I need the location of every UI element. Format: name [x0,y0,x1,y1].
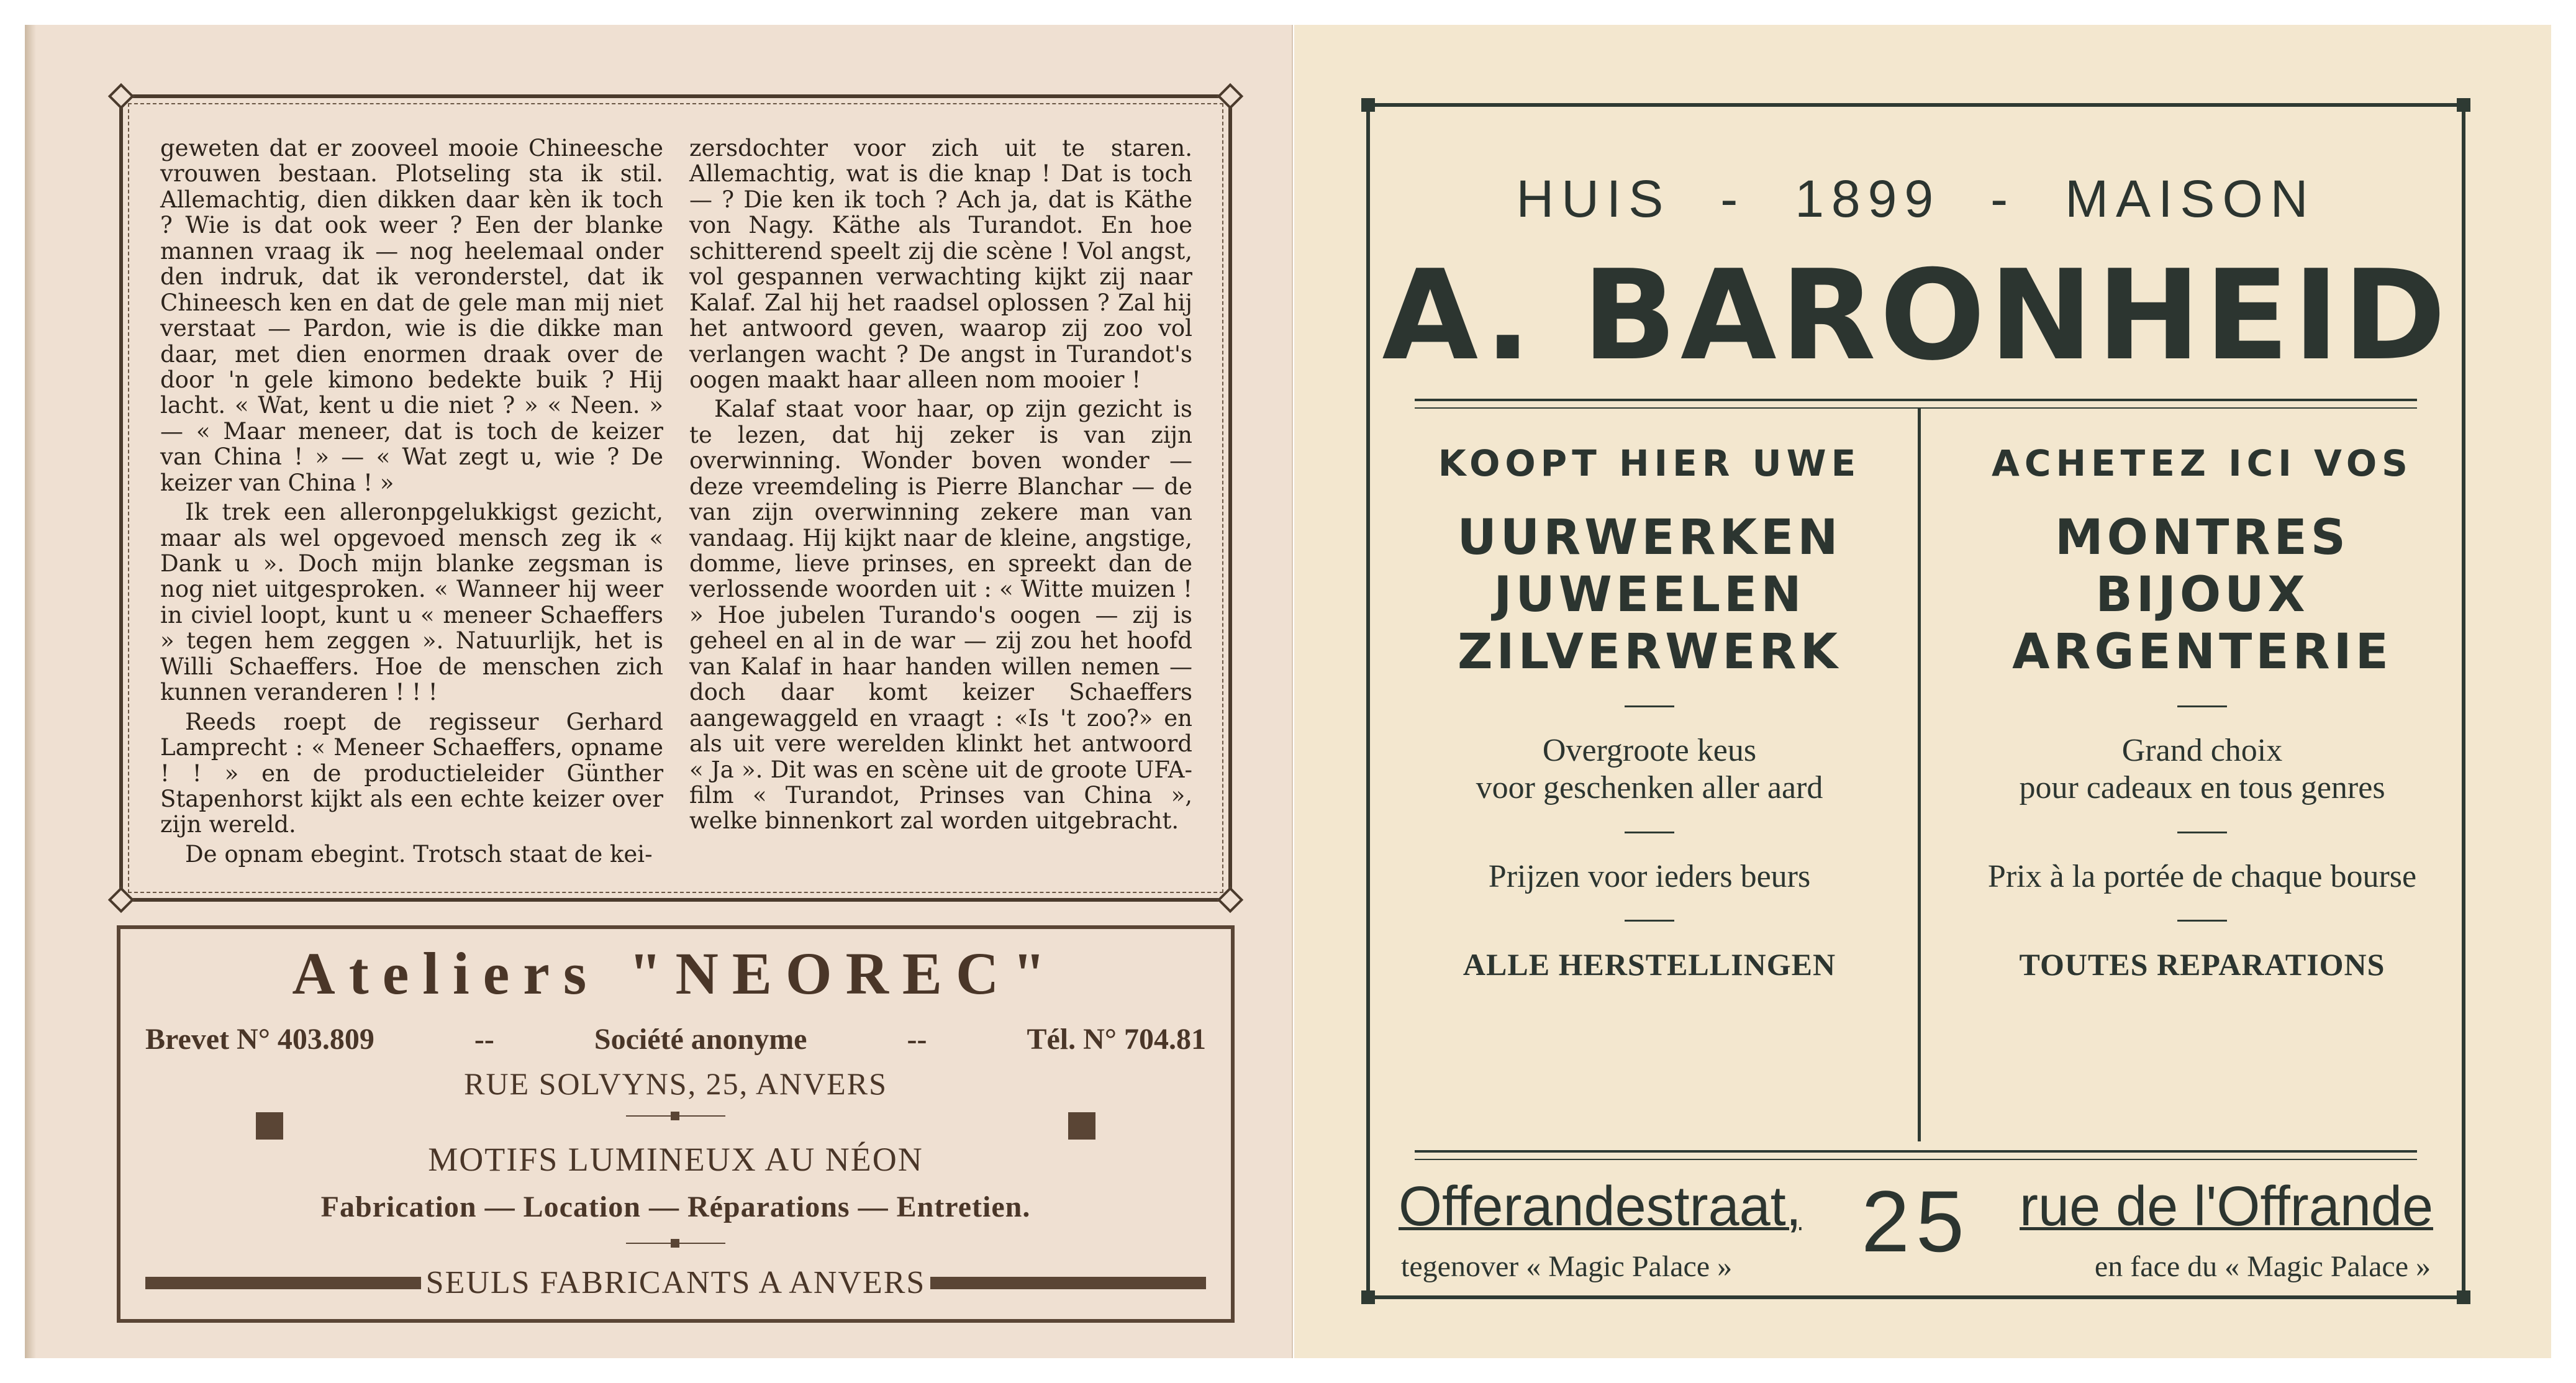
goods-item: BIJOUX [2095,567,2309,623]
short-rule [2177,705,2227,707]
choix-line-2: pour cadeaux en tous genres [2019,769,2385,805]
paragraph: De opnam ebegint. Trotsch staat de kei- [185,840,653,868]
goods-item: ARGENTERIE [2012,624,2392,681]
goods-item: JUWEELEN [1494,567,1805,623]
dutch-column [1401,442,1898,982]
separator: - [1720,170,1746,228]
paragraph: Ik trek een alleronpgelukkigst gezicht, maar als wel opgevoed mensch zeg ik « Dank u ». Doch mijn blanke zegsman is nog niet uitgesproken. « Wanneer hij weer in civiel loopt, kunt u « meneer Schaeffers » tegen hem zeggen ». Natuurlijk, het is Willi Schaeffers. Hoe de menschen zich kunnen veranderen ! ! ! [160,499,663,706]
ornament-corner [1217,83,1243,109]
short-rule [2177,920,2227,922]
paragraph: zersdochter voor zich uit te staren. Allemachtig, wat is die knap ! Dat is toch — ? Die ken ik toch ? Ach ja, dat is Käthe von Nagy. Käthe als Turandot. En hoe schitterend speelt zij die scène ! Vol angst, vol gespannen verwachting kijkt zij naar Kalaf. Zal hij het raadsel oplossen ? Zal hij het antwoord geven, waarop zij zoo vol verlangen wacht ? De angst in Turandot's oogen maakt haar alleen nom mooier ! [689,135,1192,393]
french-column [1954,442,2451,982]
neorec-address: RUE SOLVYNS, 25, ANVERS [464,1066,887,1101]
booklet-spread [25,25,2551,1358]
frame-corner [1361,1290,1375,1304]
repairs-line: ALLE HERSTELLINGEN [1463,947,1836,982]
right-page [1294,25,2551,1358]
ornament-corner [108,83,134,109]
ornament-corner [1217,887,1243,913]
bar-ornament [930,1277,1206,1289]
street-french: rue de l'Offrande [2020,1176,2433,1238]
neorec-bottom-line [145,1264,1206,1301]
house-number: 25 [1861,1172,1971,1270]
dutch-heading: KOOPT HIER UWE [1438,442,1861,484]
brevet-number: Brevet N° 403.809 [145,1023,374,1056]
keus-line-2: voor geschenken aller aard [1476,769,1823,805]
short-rule [1625,832,1674,833]
rule [1415,399,2417,401]
maison-label: MAISON [2065,170,2316,228]
rule [1415,1159,2417,1160]
separator: - [1990,170,2016,228]
square-ornament [1068,1112,1095,1140]
ornament-corner [108,887,134,913]
seuls-fabricants: SEULS FABRICANTS A ANVERS [425,1265,926,1300]
prix-line: Prix à la portée de chaque bourse [1987,858,2417,894]
goods-item: UURWERKEN [1457,510,1842,566]
neon-motifs-line: MOTIFS LUMINEUX AU NÉON [428,1141,923,1178]
short-rule [1625,705,1674,707]
paragraph: Reeds roept de regisseur Gerhard Lamprecht : « Meneer Schaeffers, opname ! ! » en de productieleider Günther Stapenhorst kijkt als een echte keizer over zijn wereld. [160,708,663,838]
huis-maison-line [1370,169,2462,229]
square-ornament [256,1112,283,1140]
street-dutch: Offerandestraat, [1399,1176,1802,1238]
frame-corner [2457,98,2470,112]
neorec-title: Ateliers "NEOREC" [292,940,1059,1007]
divider-ornament [626,1243,725,1244]
short-rule [2177,832,2227,833]
goods-item: ZILVERWERK [1457,624,1842,681]
location-dutch: tegenover « Magic Palace » [1401,1250,1733,1283]
keus-line-1: Overgroote keus [1542,733,1757,769]
article-column-left [160,135,663,871]
services-line: Fabrication — Location — Réparations — Entretien. [320,1190,1031,1223]
separator: -- [907,1023,927,1056]
french-heading: ACHETEZ ICI VOS [1992,442,2413,484]
article-box [119,94,1232,902]
founding-year: 1899 [1795,170,1941,228]
article-column-right [689,135,1192,838]
rule [1415,407,2417,409]
french-goods [1954,509,2451,681]
left-page [25,25,1293,1358]
rule [1415,1150,2417,1153]
baronheid-advertisement [1366,103,2465,1299]
shop-name: A. BARONHEID [1382,243,2450,388]
prijzen-line: Prijzen voor ieders beurs [1488,858,1811,894]
frame-corner [2457,1290,2470,1304]
paragraph: Kalaf staat voor haar, op zijn gezicht is te lezen, dat hij zeker is van zijn overwinning. Wonder boven wonder — deze vreemdeling is Pierre Blanchar — de van zijn overwinning zekere man van vandaag. Hij kijkt naar de kleine, angstige, domme, lieve prinses, en spreekt dan de verlossende woorden uit : « Witte muizen ! » Hoe jubelen Turando's oogen — zij is geheel en al in de war — zij zou het hoofd van Kalaf in haar handen willen nemen — doch daar komt keizer Schaeffers aangewaggeld en vraagt : «Is 't zoo?» en als uit vere werelden klinkt het antwoord « Ja ». Dit was en scène uit de groote UFA-film « Turandot, Prinses van China », welke binnenkort zal worden uitgebracht. [689,396,1192,835]
center-rule [1918,409,1921,1141]
frame-corner [1361,98,1375,112]
huis-label: HUIS [1516,170,1671,228]
neorec-info-row [145,1022,1206,1056]
bar-ornament [145,1277,421,1289]
repairs-line: TOUTES REPARATIONS [2019,947,2385,982]
company-type: Société anonyme [594,1023,807,1056]
telephone-number: Tél. N° 704.81 [1027,1023,1206,1056]
paragraph: geweten dat er zooveel mooie Chineesche vrouwen bestaan. Plotseling sta ik stil. Allemachtig, dien dikken daar kèn ik toch ? Wie is dat ook weer ? Een der blanke mannen vraag ik — nog heelemaal onder den indruk, dat ik veronderstel, dat ik Chineesch ken en dat de gele man mij niet verstaat — Pardon, wie is die dikke man daar, met dien enormen draak over de door 'n gele kimono bedekte buik ? Hij lacht. « Wat, kent u die niet ? » « Neen. » — « Maar meneer, dat is toch de keizer van China ! » — « Wat zegt u, wie ? De keizer van China ! » [160,135,663,496]
choix-line-1: Grand choix [2121,733,2283,769]
separator: -- [474,1023,494,1056]
dutch-goods [1401,509,1898,681]
neorec-advertisement [117,925,1235,1323]
location-french: en face du « Magic Palace » [2094,1250,2431,1283]
short-rule [1625,920,1674,922]
divider-ornament [626,1115,725,1117]
goods-item: MONTRES [2055,510,2349,566]
